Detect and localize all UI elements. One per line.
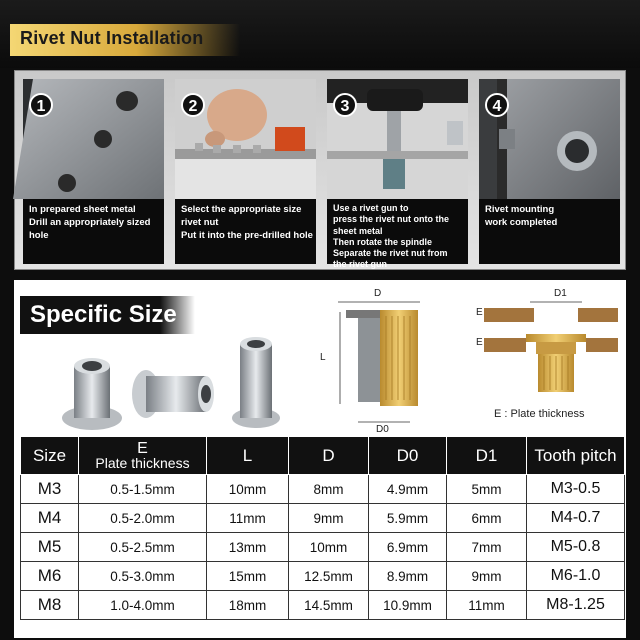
step-4-line-1: Rivet mounting: [485, 204, 555, 215]
dim-label-d1: D1: [554, 288, 567, 299]
header-e: E: [137, 439, 148, 457]
dimension-drawing-install: [470, 290, 620, 400]
plate-thickness-caption: E : Plate thickness: [494, 408, 585, 420]
page-title: Rivet Nut Installation: [10, 24, 240, 56]
table-cell: M5: [21, 533, 79, 562]
step-1-text: [29, 203, 161, 242]
step-1-line-2: Drill an appropriately sized: [29, 217, 151, 228]
step-1-line-1: In prepared sheet metal: [29, 204, 136, 215]
table-cell: M6: [21, 562, 79, 591]
table-cell: M4: [21, 504, 79, 533]
step-2-line-3: Put it into the pre-drilled hole: [181, 230, 313, 241]
table-cell: 9mm: [289, 504, 369, 533]
dim-label-d: D: [374, 288, 382, 299]
rivet-nut-photos: [34, 336, 294, 436]
step-3-line-2: press the rivet nut onto the: [333, 214, 450, 225]
step-3-line-3: sheet metal: [333, 225, 383, 236]
step-card-1: [23, 79, 164, 264]
table-cell: M8-1.25: [527, 591, 625, 620]
dim-label-l: L: [320, 352, 326, 363]
step-1-number: 1: [29, 93, 53, 117]
step-1-line-3: hole: [29, 230, 49, 241]
rivet-nut-photo-1: [62, 358, 122, 430]
table-cell: 7mm: [447, 533, 527, 562]
rivet-nut-photo-3: [232, 337, 280, 428]
table-cell: 12.5mm: [289, 562, 369, 591]
step-card-2: [175, 79, 316, 264]
table-cell: 10.9mm: [369, 591, 447, 620]
step-card-4: [479, 79, 620, 264]
table-cell: M4-0.7: [527, 504, 625, 533]
table-cell: 0.5-3.0mm: [79, 562, 207, 591]
table-cell: 8.9mm: [369, 562, 447, 591]
dim-label-e-1: E: [476, 307, 483, 318]
step-4-line-2: work completed: [485, 217, 558, 228]
table-cell: 4.9mm: [369, 475, 447, 504]
header-tooth-pitch: Tooth pitch: [527, 437, 625, 475]
table-row: [21, 504, 625, 533]
spec-title: Specific Size: [20, 296, 195, 334]
step-2-line-1: Select the appropriate size: [181, 204, 302, 215]
step-3-line-1: Use a rivet gun to: [333, 203, 409, 213]
header-size: Size: [21, 437, 79, 475]
dim-label-d0: D0: [376, 424, 389, 435]
table-row: [21, 591, 625, 620]
table-cell: 5mm: [447, 475, 527, 504]
table-cell: 5.9mm: [369, 504, 447, 533]
table-cell: 9mm: [447, 562, 527, 591]
table-cell: 13mm: [207, 533, 289, 562]
header-d0: D0: [369, 437, 447, 475]
header-plate-thickness-text: Plate thickness: [95, 454, 190, 471]
table-cell: M8: [21, 591, 79, 620]
step-3-line-6: the rivet gun: [333, 259, 388, 270]
table-cell: 0.5-1.5mm: [79, 475, 207, 504]
size-table: [20, 436, 625, 620]
step-4-number: 4: [485, 93, 509, 117]
table-cell: 14.5mm: [289, 591, 369, 620]
header-l: L: [207, 437, 289, 475]
table-cell: M6-1.0: [527, 562, 625, 591]
header-banner: [0, 0, 640, 68]
step-2-number: 2: [181, 93, 205, 117]
step-2-text: [181, 203, 313, 242]
installation-steps-panel: [14, 70, 626, 270]
table-cell: 8mm: [289, 475, 369, 504]
table-cell: M3: [21, 475, 79, 504]
step-4-text: [485, 203, 617, 229]
table-cell: 18mm: [207, 591, 289, 620]
table-cell: M3-0.5: [527, 475, 625, 504]
header-plate-thickness: [79, 437, 207, 475]
table-cell: 1.0-4.0mm: [79, 591, 207, 620]
step-3-line-4: Then rotate the spindle: [333, 236, 433, 247]
table-cell: 11mm: [447, 591, 527, 620]
dim-label-e-2: E: [476, 337, 483, 348]
dimension-drawing-side: [310, 290, 440, 430]
table-cell: 10mm: [289, 533, 369, 562]
table-row: [21, 562, 625, 591]
step-3-number: 3: [333, 93, 357, 117]
table-header-row: [21, 437, 625, 475]
table-cell: M5-0.8: [527, 533, 625, 562]
table-cell: 6.9mm: [369, 533, 447, 562]
table-row: [21, 533, 625, 562]
step-3-line-5: Separate the rivet nut from: [333, 248, 448, 259]
step-2-line-2: rivet nut: [181, 217, 219, 228]
table-cell: 0.5-2.5mm: [79, 533, 207, 562]
table-cell: 6mm: [447, 504, 527, 533]
table-cell: 11mm: [207, 504, 289, 533]
step-card-3: [327, 79, 468, 270]
header-d: D: [289, 437, 369, 475]
table-cell: 15mm: [207, 562, 289, 591]
header-d1: D1: [447, 437, 527, 475]
table-cell: 0.5-2.0mm: [79, 504, 207, 533]
table-row: [21, 475, 625, 504]
step-3-text: [333, 203, 465, 271]
rivet-nut-photo-2: [132, 370, 214, 418]
table-cell: 10mm: [207, 475, 289, 504]
